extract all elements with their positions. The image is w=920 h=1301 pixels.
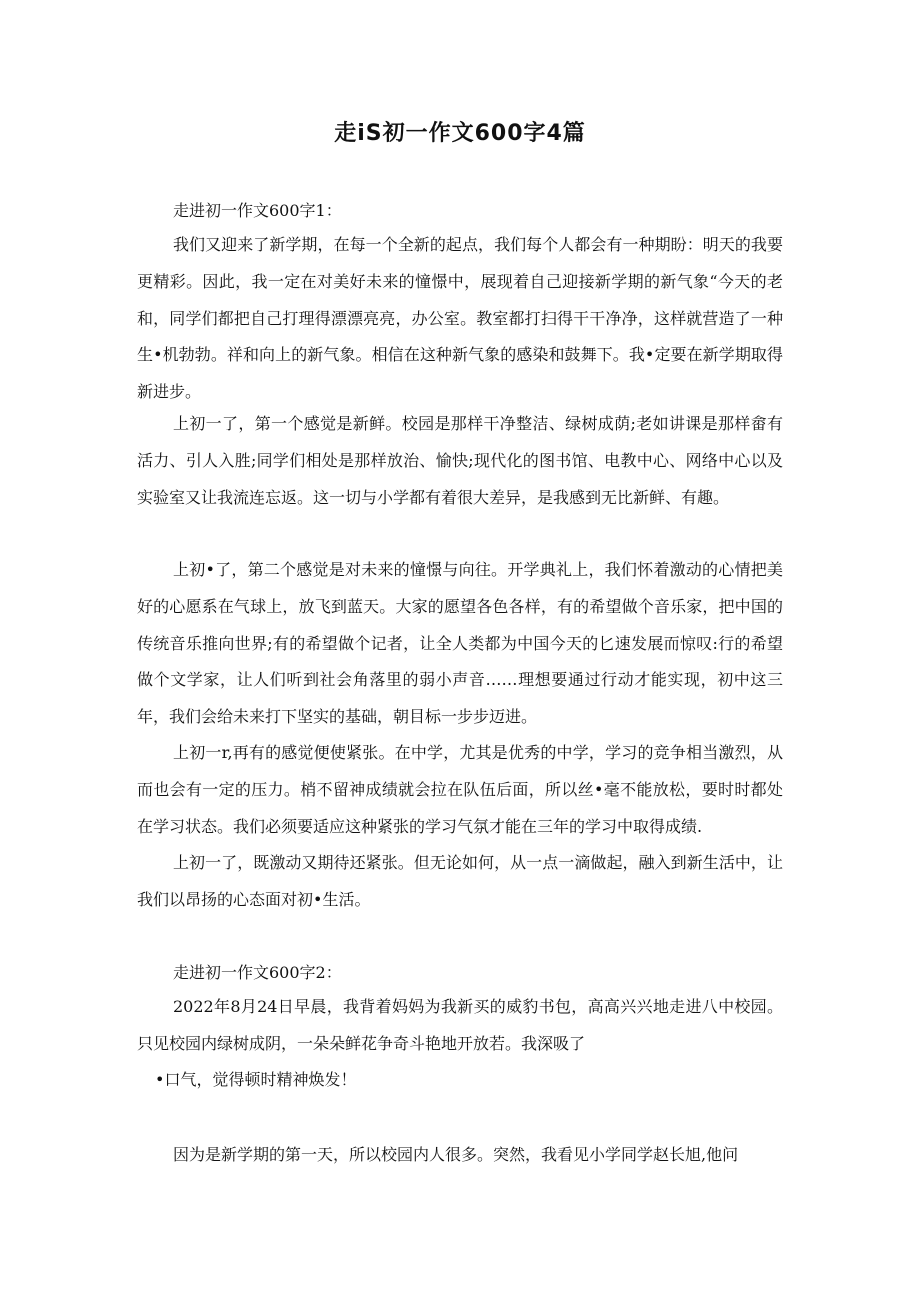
section-1-paragraph-4: 上初一r,再有的感觉便使紧张。在中学，尤其是优秀的中学，学习的竞争相当激烈，从而也会有一定的压力。梢不留神成绩就会拉在队伍后面，所以丝•毫不能放松，要时时都处在学习状态。我们必须要适应这种紧张的学习气氛才能在三年的学习中取得成绩.: [137, 743, 783, 836]
section-2-paragraph-1: 2022年8月24日早晨，我背着妈妈为我新买的威豹书包，高高兴兴地走进八中校园。只见校园内绿树成阴，一朵朵鲜花争奇斗艳地开放若。我深吸了: [137, 997, 783, 1053]
section-1-paragraph-2: 上初一了，第一个感觉是新鲜。校园是那样干净整洁、绿树成荫;老如讲课是那样畲有活力、引人入胜;同学们相处是那样放治、愉快;现代化的图书馆、电教中心、网络中心以及实验室又让我流连忘返。这一切与小学都有着很大差异，是我感到无比新鲜、有趣。: [137, 414, 783, 507]
section-1-heading: 走进初一作文600字1：: [173, 201, 342, 220]
section-1-paragraph-5: 上初一了，既激动又期待还紧张。但无论如何，从一点一滴做起，融入到新生活中，让我们以昂扬的心态面对初•生活。: [137, 853, 783, 909]
section-1-paragraph-3: 上初•了，第二个感觉是对未来的憧憬与向往。开学典礼上，我们怀着激动的心情把美好的心愿系在气球上，放飞到蓝天。大家的愿望各色各样，有的希望做个音乐家，把中国的传统音乐推向世界;有的希望做个记者，让全人类都为中国今天的匕速发展而惊叹:行的希望做个文学家，让人们听到社会角落里的弱小声音……理想要通过行动才能实现，初中这三年，我们会给未来打下坚实的基础，朝目标一步步迈进。: [137, 560, 783, 727]
section-1-paragraph-1: 我们又迎来了新学期，在每一个全新的起点，我们每个人都会有一种期盼：明天的我要更精彩。因此，我一定在对美好未来的憧憬中，展现着自己迎接新学期的新气象“今天的老和，同学们都把自己打理得漂漂亮亮，办公室。教室都打扫得干干净净，这样就营造了一种生•机勃勃。祥和向上的新气象。相信在这种新气象的感染和鼓舞下。我•定要在新学期取得新进步。: [137, 235, 783, 402]
section-2-paragraph-3: 因为是新学期的第一天，所以校园内人很多。突然，我看见小学同学赵长旭,他问: [173, 1145, 739, 1164]
section-2-paragraph-2: •口气，觉得顿时精神焕发！: [155, 1070, 357, 1089]
document-title: 走iS初一作文600字4篇: [334, 121, 586, 146]
section-2-heading: 走进初一作文600字2：: [173, 963, 342, 982]
